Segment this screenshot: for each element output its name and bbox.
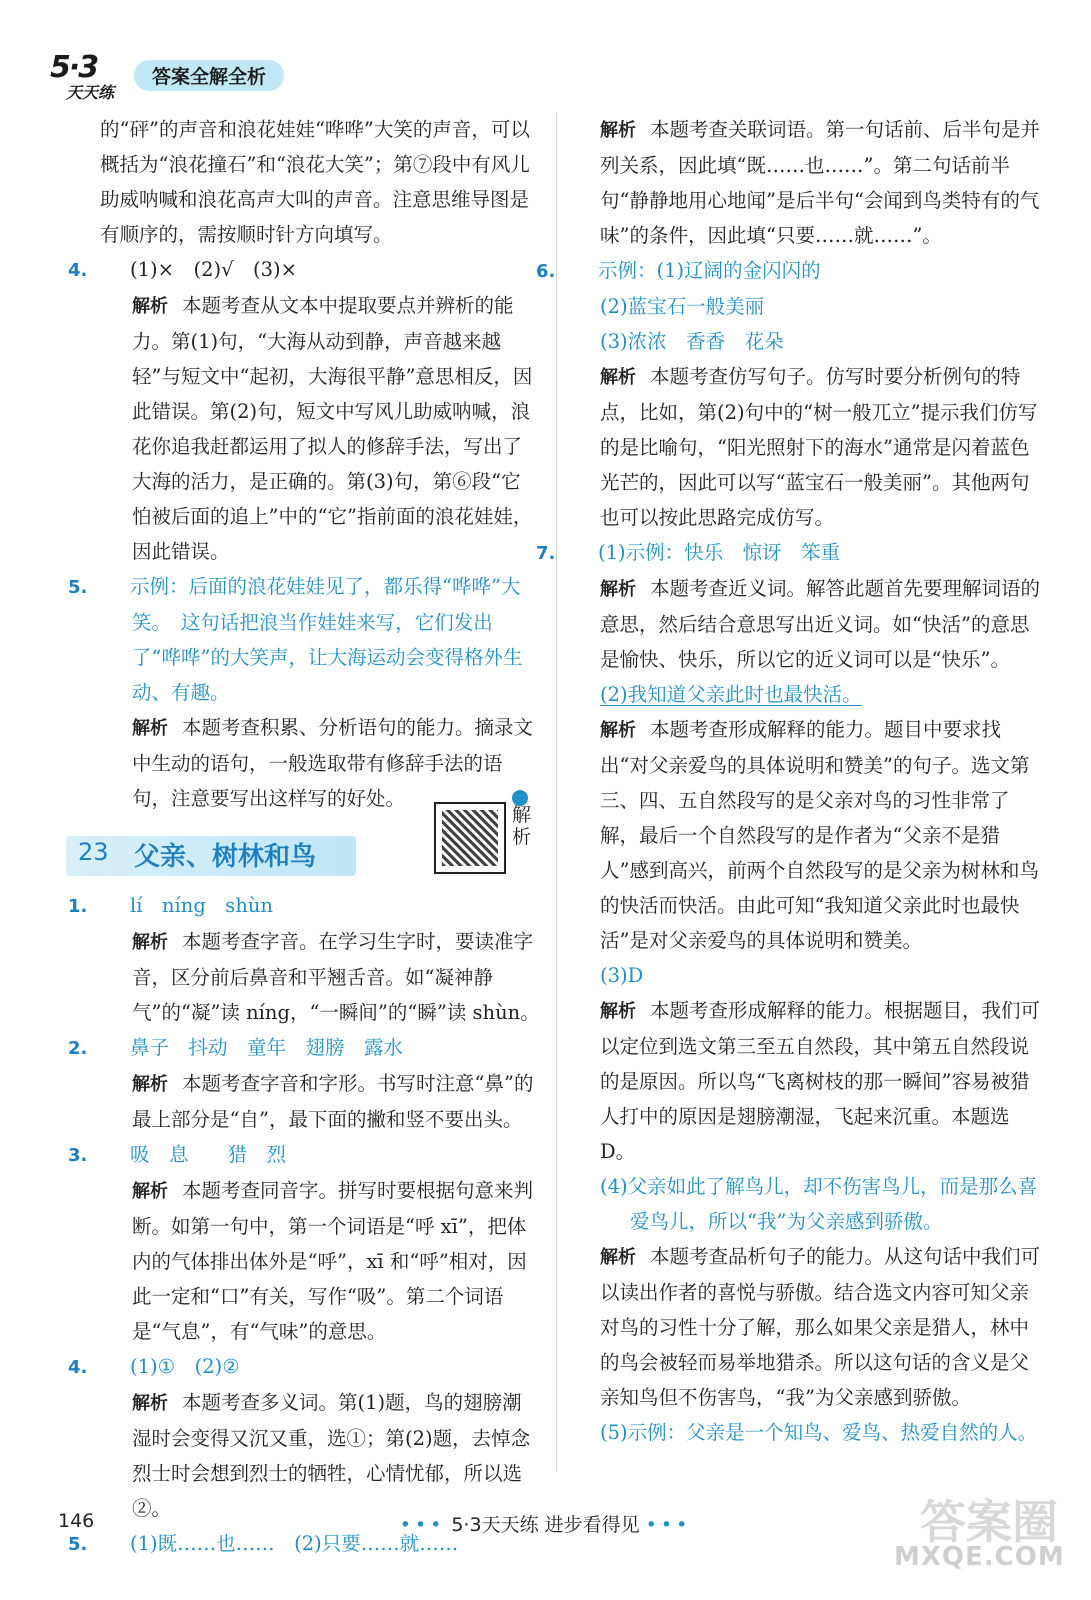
s-answer-6-3: (3)浓浓 香香 花朵 — [600, 330, 784, 353]
dots-right: ••• — [645, 1514, 692, 1536]
right-column — [536, 112, 1046, 1450]
s-explanation-4 — [100, 1385, 540, 1526]
question-number: 4. — [68, 260, 88, 281]
slogan-text: 5·3天天练 进步看得见 — [451, 1514, 640, 1536]
qr-label: 解析 — [512, 804, 532, 848]
answer-text: (1)示例：快乐 惊讶 笨重 — [598, 541, 841, 564]
logo-sub-text: 天天练 — [66, 83, 115, 102]
explanation-4 — [100, 288, 540, 569]
explanation-label: 解析 — [600, 120, 636, 141]
page-header — [44, 48, 444, 108]
answer-text: 示例：后面的浪花娃娃见了，都乐得“哗哗”大笑。 这句话把浪当作娃娃来写，它们发出了“哗哗”的大笑声，让大海运动会变得格外生动、有趣。 — [130, 575, 523, 704]
explanation-label: 解析 — [132, 296, 168, 317]
brand-logo — [44, 50, 140, 106]
section-title: 父亲、树林和鸟 — [134, 842, 317, 872]
explanation-text: 本题考查字音和字形。书写时注意“鼻”的最上部分是“自”，最下面的撇和竖不要出头。 — [132, 1072, 534, 1131]
answer-text: 示例：(1)辽阔的金闪闪的 — [598, 259, 821, 282]
section-heading — [78, 804, 540, 882]
explanation-label: 解析 — [132, 1181, 168, 1202]
watermark — [860, 1480, 1065, 1580]
s-answer-7-4: (4)父亲如此了解鸟儿，却不伤害鸟儿，而是那么喜爱鸟儿，所以“我”为父亲感到骄傲。 — [600, 1175, 1038, 1233]
question-number: 7. — [536, 543, 556, 564]
explanation-label: 解析 — [132, 1074, 168, 1095]
answer-text: 鼻子 抖动 童年 翅膀 露水 — [130, 1036, 404, 1059]
question-4 — [68, 252, 540, 288]
explanation-label: 解析 — [132, 1393, 168, 1414]
question-5 — [68, 569, 540, 710]
explanation-label: 解析 — [600, 1001, 636, 1022]
s-answer-7-5: (5)示例：父亲是一个知鸟、爱鸟、热爱自然的人。 — [600, 1421, 1038, 1444]
logo-main-text: 5·3 — [50, 50, 98, 85]
explanation-text: 本题考查字音。在学习生字时，要读准字音，区分前后鼻音和平翘舌音。如“凝神静气”的“凝”读 níng，“一瞬间”的“瞬”读 shùn。 — [132, 930, 540, 1024]
answer-text: (1)× (2)√ (3)× — [130, 258, 297, 281]
question-number: 5. — [68, 1534, 88, 1555]
question-number: 2. — [68, 1038, 88, 1059]
section-number: 23 — [78, 838, 109, 866]
question-number: 5. — [68, 577, 88, 598]
question-number: 3. — [68, 1145, 88, 1166]
dots-left: ••• — [399, 1514, 446, 1536]
page-number: 146 — [58, 1510, 95, 1532]
explanation-text: 本题考查同音字。拼写时要根据句意来判断。如第一句中，第一个词语是“呼 xī”，把体内的气体排出体外是“呼”，xī 和“呼”相对，因此一定和“口”有关，写作“吸”。第二个词语是“气息”，有“气味”的意思。 — [132, 1179, 534, 1343]
explanation-text: 本题考查近义词。解答此题首先要理解词语的意思，然后结合意思写出近义词。如“快活”的意思是愉快、快乐，所以它的近义词可以是“快乐”。 — [600, 577, 1041, 671]
s-question-7 — [536, 535, 1046, 571]
watermark-url: MXQE.COM — [894, 1542, 1065, 1572]
explanation-text: 本题考查从文本中提取要点并辨析的能力。第(1)句，“大海从动到静，声音越来越轻”与短文中“起初，大海很平静”意思相反，因此错误。第(2)句，短文中写风儿助威呐喊，浪花你追我赶都运用了拟人的修辞手法，写出了大海的活力，是正确的。第(3)句，第⑥段“它怕被后面的追上”中的“它”指前面的浪花娃娃，因此错误。 — [132, 294, 533, 563]
s-explanation-7-2 — [568, 712, 1046, 958]
explanation-text: 本题考查品析句子的能力。从这句话中我们可以读出作者的喜悦与骄傲。结合选文内容可知父亲对鸟的习性十分了解，那么如果父亲是猎人，林中的鸟会被轻而易举地猎杀。所以这句话的含义是父亲知鸟但不伤害鸟，“我”为父亲感到骄傲。 — [600, 1245, 1041, 1409]
s-explanation-7-3 — [568, 993, 1046, 1169]
answer-text: (1)① (2)② — [130, 1355, 240, 1378]
header-title: 答案全解全析 — [134, 60, 284, 91]
question-number: 1. — [68, 896, 88, 917]
explanation-text: 本题考查形成解释的能力。题目中要求找出“对父亲爱鸟的具体说明和赞美”的句子。选文第三、四、五自然段写的是父亲对鸟的习性非常了解，最后一个自然段写的是作者为“父亲不是猎人”感到高兴，前两个自然段写的是父亲为树林和鸟的快活而快活。由此可知“我知道父亲此时也最快活”是对父亲爱鸟的具体说明和赞美。 — [600, 718, 1039, 952]
s-explanation-3 — [100, 1173, 540, 1349]
answer-text: (2)我知道父亲此时也最快活。 — [600, 683, 862, 706]
s-answer-6-2: (2)蓝宝石一般美丽 — [600, 295, 765, 318]
s-question-1 — [68, 888, 540, 924]
explanation-text: 本题考查多义词。第(1)题，鸟的翅膀潮湿时会变得又沉又重，选①；第(2)题，去悼念烈士时会想到烈士的牺牲，心情忧郁，所以选②。 — [132, 1391, 531, 1520]
answer-text: lí níng shùn — [130, 894, 273, 917]
explanation-label: 解析 — [600, 1247, 636, 1268]
column-divider — [556, 112, 557, 1472]
explanation-label: 解析 — [600, 367, 636, 388]
s-explanation-6 — [568, 359, 1046, 535]
explanation-text: 本题考查积累、分析语句的能力。摘录文中生动的语句，一般选取带有修辞手法的语句，注意要写出这样写的好处。 — [132, 716, 534, 810]
s-question-6 — [536, 253, 1046, 289]
answer-text: (1)既……也…… (2)只要……就…… — [130, 1532, 459, 1555]
explanation-text: 本题考查形成解释的能力。根据题目，我们可以定位到选文第三至五自然段，其中第五自然段说的是原因。所以鸟“飞离树枝的那一瞬间”容易被猎人打中的原因是翅膀潮湿，飞起来沉重。本题选 D。 — [600, 999, 1041, 1163]
s-answer-7-3: (3)D — [600, 964, 644, 987]
explanation-text: 本题考查关联词语。第一句话前、后半句是并列关系，因此填“既……也……”。第二句话前半句“静静地用心地闻”是后半句“会闻到鸟类特有的气味”的条件，因此填“只要……就……”。 — [600, 118, 1041, 247]
explanation-5 — [100, 710, 540, 816]
qr-code-icon[interactable] — [434, 802, 506, 874]
s-question-4 — [68, 1349, 540, 1385]
question-number: 4. — [68, 1357, 88, 1378]
watermark-text: 答案圈 — [920, 1495, 1058, 1549]
s-answer-7-2 — [568, 677, 1046, 712]
continued-explanation: 的“砰”的声音和浪花娃娃“哗哗”大笑的声音，可以概括为“浪花撞石”和“浪花大笑”；第⑦段中有风儿助威呐喊和浪花高声大叫的声音。注意思维导图是有顺序的，需按顺时针方向填写。 — [100, 118, 530, 246]
s-explanation-2 — [100, 1066, 540, 1137]
explanation-text: 本题考查仿写句子。仿写时要分析例句的特点，比如，第(2)句中的“树一般兀立”提示我们仿写的是比喻句，“阳光照射下的海水”通常是闪着蓝色光芒的，因此可以写“蓝宝石一般美丽”。其他两句也可以按此思路完成仿写。 — [600, 365, 1038, 529]
question-number: 6. — [536, 261, 556, 282]
s-explanation-7-1 — [568, 571, 1046, 677]
explanation-label: 解析 — [132, 932, 168, 953]
s-question-3 — [68, 1137, 540, 1173]
answer-text: 吸 息 猎 烈 — [130, 1143, 287, 1166]
s-question-2 — [68, 1030, 540, 1066]
explanation-label: 解析 — [600, 579, 636, 600]
s-explanation-1 — [100, 924, 540, 1030]
explanation-label: 解析 — [600, 720, 636, 741]
s-explanation-5 — [568, 112, 1046, 253]
s-explanation-7-4 — [568, 1239, 1046, 1415]
explanation-label: 解析 — [132, 718, 168, 739]
